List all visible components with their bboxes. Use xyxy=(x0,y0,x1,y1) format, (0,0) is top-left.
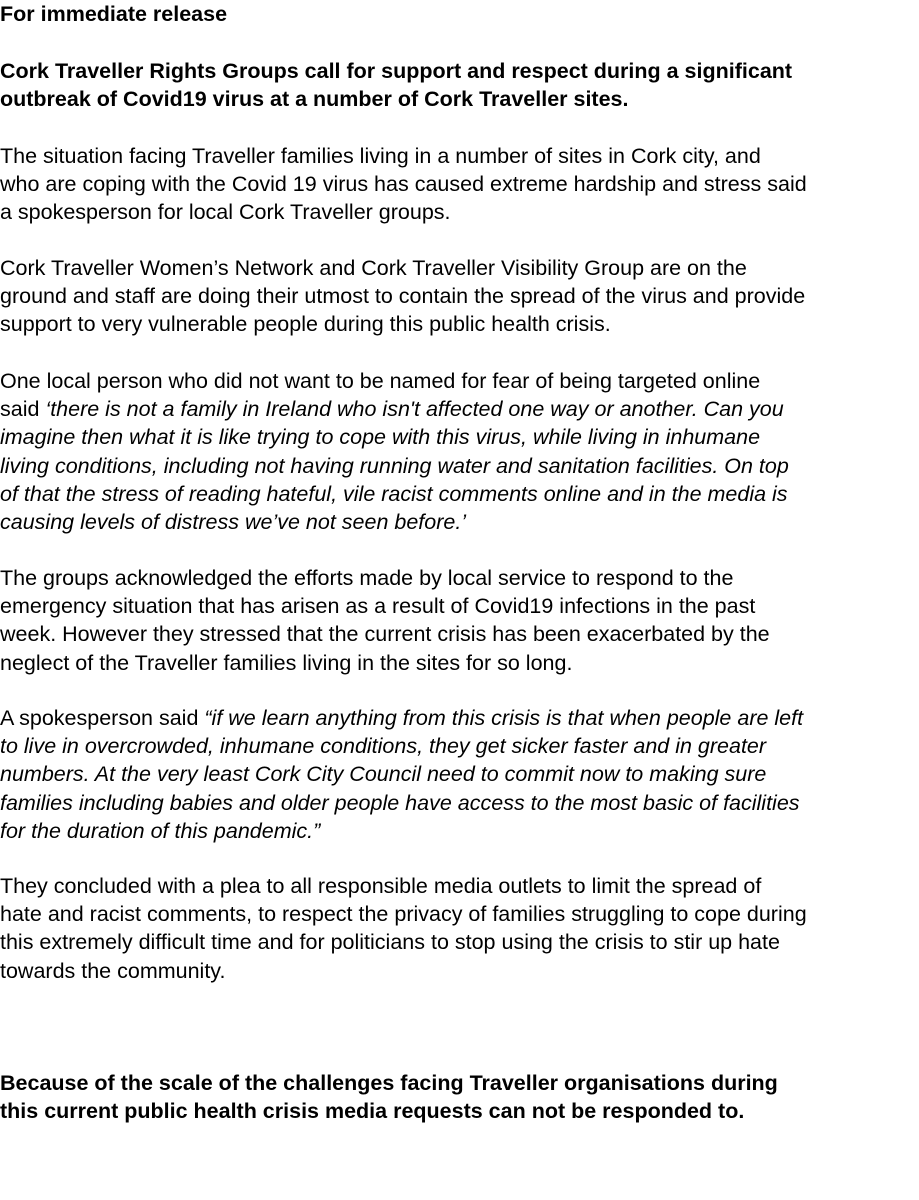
paragraph-situation: The situation facing Traveller families living in a number of sites in Cork city, and who are coping with the Covid 19 virus has caused extreme hardship and stress said a spokesperson for local Cork Traveller groups. xyxy=(0,144,807,225)
quote-text: “if we learn anything from this crisis is that when people are left xyxy=(204,706,804,730)
paragraph-spokesperson-quote: A spokesperson said “if we learn anything from this crisis is that when people are left to live in overcrowded, inhumane conditions, they get sicker faster and in greater numbers. At the very least Cork City Council need to commit now to making sure families including babies and older people have access to the most basic of facilities for the duration of this pandemic.” xyxy=(0,706,804,843)
paragraph-acknowledgement: The groups acknowledged the efforts made by local service to respond to the emergency situation that has arisen as a result of Covid19 infections in the past week. However they stressed that the current crisis has been exacerbated by the neglect of the Traveller families living in the sites for so long. xyxy=(0,566,770,675)
closing-note: Because of the scale of the challenges facing Traveller organisations during this current public health crisis media requests can not be responded to. xyxy=(0,1071,778,1124)
quote-text: ‘there is not a family in Ireland who isn't affected one way or another. Can you xyxy=(45,397,784,422)
paragraph-conclusion: They concluded with a plea to all responsible media outlets to limit the spread of hate and racist comments, to respect the privacy of families struggling to cope during this extremely difficult time and for politicians to stop using the crisis to stir up hate towards the community. xyxy=(0,874,807,983)
release-label: For immediate release xyxy=(0,2,228,26)
paragraph-groups-on-ground: Cork Traveller Women’s Network and Cork Traveller Visibility Group are on the ground and staff are doing their utmost to contain the spread of the virus and provide support to very vulnerable people during this public health crisis. xyxy=(0,256,806,337)
headline: Cork Traveller Rights Groups call for support and respect during a significant outbreak of Covid19 virus at a number of Cork Traveller sites. xyxy=(0,59,793,112)
paragraph-local-person-quote: One local person who did not want to be named for fear of being targeted online said ‘there is not a family in Ireland who isn't affected one way or another. Can you imagine then what it is like trying to cope with this virus, while living in inhumane living conditions, including not having running water and sanitation facilities. On top of that the stress of reading hateful, vile racist comments online and in the media is causing levels of distress we’ve not seen before.’ xyxy=(0,369,789,535)
